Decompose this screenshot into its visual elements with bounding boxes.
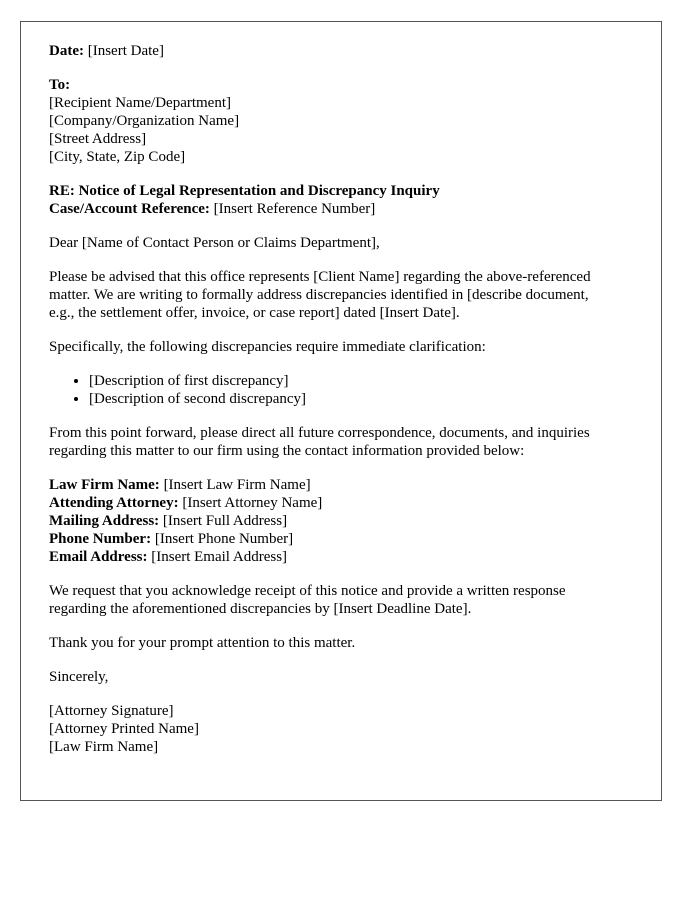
closing-line: Sincerely, bbox=[49, 669, 109, 685]
contact-value: [Insert Phone Number] bbox=[154, 531, 294, 547]
list-item: • [Description of second discrepancy] bbox=[89, 390, 632, 408]
reference-label: Case/Account Reference: bbox=[49, 201, 210, 217]
recipient-line: [City, State, Zip Code] bbox=[49, 149, 186, 165]
recipient-line: [Company/Organization Name] bbox=[49, 113, 240, 129]
signature-line: [Law Firm Name] bbox=[49, 739, 159, 755]
subject-line: RE: Notice of Legal Representation and Discrepancy Inquiry bbox=[49, 183, 440, 199]
discrepancy-intro: Specifically, the following discrepancies require immediate clarification: bbox=[49, 339, 486, 355]
contact-label: Mailing Address: bbox=[49, 513, 160, 529]
list-item: • [Description of first discrepancy] bbox=[89, 372, 632, 390]
contact-value: [Insert Law Firm Name] bbox=[163, 477, 311, 493]
intro-paragraph bbox=[49, 268, 632, 322]
contact-value: [Insert Attorney Name] bbox=[182, 495, 323, 511]
text-line: regarding this matter to our firm using the contact information provided below: bbox=[49, 443, 525, 459]
recipient-line: [Recipient Name/Department] bbox=[49, 95, 232, 111]
text-line: Please be advised that this office represents [Client Name] regarding the above-referenced bbox=[49, 269, 591, 285]
contact-label: Law Firm Name: bbox=[49, 477, 160, 493]
contact-label: Email Address: bbox=[49, 549, 148, 565]
text-line: regarding the aforementioned discrepancies by [Insert Deadline Date]. bbox=[49, 601, 472, 617]
text-line: From this point forward, please direct all future correspondence, documents, and inquiries bbox=[49, 425, 590, 441]
contact-block bbox=[49, 476, 632, 566]
text-line: We request that you acknowledge receipt of this notice and provide a written response bbox=[49, 583, 566, 599]
text-line: matter. We are writing to formally address discrepancies identified in [describe document, bbox=[49, 287, 589, 303]
reference-line bbox=[49, 200, 632, 218]
contact-value: [Insert Email Address] bbox=[151, 549, 288, 565]
date-value: [Insert Date] bbox=[87, 43, 164, 59]
to-label: To: bbox=[49, 77, 71, 93]
contact-value: [Insert Full Address] bbox=[162, 513, 288, 529]
forward-paragraph bbox=[49, 424, 632, 460]
contact-label: Phone Number: bbox=[49, 531, 152, 547]
contact-line bbox=[49, 476, 632, 494]
signature-line: [Attorney Signature] bbox=[49, 703, 174, 719]
signature-line: [Attorney Printed Name] bbox=[49, 721, 199, 737]
signature-block bbox=[49, 702, 632, 756]
reference-value: [Insert Reference Number] bbox=[213, 201, 376, 217]
contact-line bbox=[49, 494, 632, 512]
contact-line bbox=[49, 512, 632, 530]
contact-label: Attending Attorney: bbox=[49, 495, 179, 511]
request-paragraph bbox=[49, 582, 632, 618]
subject-block bbox=[49, 182, 632, 218]
letter bbox=[20, 21, 662, 801]
contact-line bbox=[49, 530, 632, 548]
date-label: Date: bbox=[49, 43, 84, 59]
recipient-line: [Street Address] bbox=[49, 131, 147, 147]
recipient-block bbox=[49, 76, 632, 166]
discrepancy-list bbox=[49, 372, 632, 408]
salutation: Dear [Name of Contact Person or Claims Department], bbox=[49, 235, 380, 251]
text-line: e.g., the settlement offer, invoice, or case report] dated [Insert Date]. bbox=[49, 305, 460, 321]
contact-line bbox=[49, 548, 632, 566]
date-line bbox=[49, 42, 632, 60]
thanks-line: Thank you for your prompt attention to this matter. bbox=[49, 635, 356, 651]
